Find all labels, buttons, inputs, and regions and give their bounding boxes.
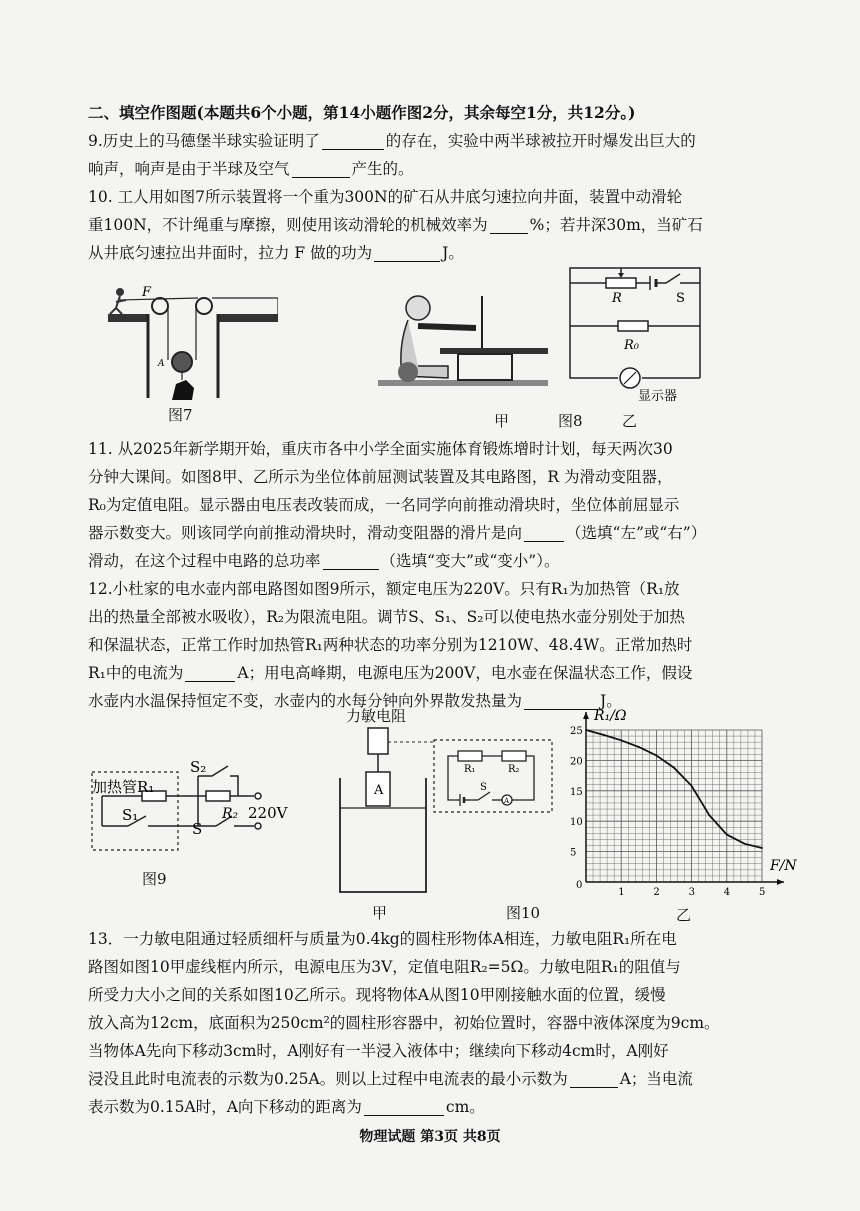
question-9-line-2: 响声，响声是由于半球及空气 产生的。 xyxy=(88,160,414,178)
figure-8-caption-left: 甲 xyxy=(494,412,510,430)
figure-7-pulley xyxy=(108,282,278,400)
switch-label: S xyxy=(676,291,685,306)
chart-y-axis-label: R₁/Ω xyxy=(594,708,627,724)
pulley-label: A xyxy=(158,359,165,369)
question-10-line-2: 重100N，不计绳重与摩擦，则使用该动滑轮的机械效率为 %；若井深30m，当矿石 xyxy=(88,216,703,234)
heater-label: 加热管R₁ xyxy=(92,778,155,796)
question-10-line-1: 10. 工人用如图7所示装置将一个重为300N的矿石从井底匀速拉向井面，装置中动滑轮 xyxy=(88,188,683,206)
sensor-label: 力敏电阻 xyxy=(346,707,407,725)
chart-x-tick-label: 4 xyxy=(723,887,731,898)
chart-data-point xyxy=(691,785,693,787)
chart-y-tick-label: 15 xyxy=(570,786,583,798)
switch-s2-label: S₂ xyxy=(190,758,207,776)
chart-x-tick-label: 2 xyxy=(653,887,660,898)
question-12-line-2: 出的热量全部被水吸收），R₂为限流电阻。调节S、S₁、S₂可以使电热水壶分别处于加热 xyxy=(88,608,685,626)
answer-blank[interactable] xyxy=(323,551,379,570)
figure-8-circuit xyxy=(566,258,706,408)
chart-y-tick-label: 20 xyxy=(570,756,583,768)
switch-s1-label: S₁ xyxy=(122,806,139,824)
question-11-line-4: 器示数变大。则该同学向前推动滑块时，滑动变阻器的滑片是向 （选填“左”或“右”） xyxy=(88,524,707,542)
chart-data-point xyxy=(726,834,728,836)
figure-10-resistance-force-chart xyxy=(556,700,806,900)
question-11-line-5: 滑动，在这个过程中电路的总功率 （选填“变大”或“变小”）。 xyxy=(88,552,560,570)
question-12-line-3: 和保温状态，正常工作时加热管R₁两种状态的功率分别为1210W、48.4W。正常加热时 xyxy=(88,636,693,654)
answer-blank[interactable] xyxy=(570,1069,618,1088)
figure-9-caption: 图9 xyxy=(142,870,167,888)
chart-origin-label: 0 xyxy=(576,880,583,891)
answer-blank[interactable] xyxy=(185,663,235,682)
chart-data-point xyxy=(656,755,658,757)
question-13-line-1: 13．一力敏电阻通过轻质细杆与质量为0.4kg的圆柱形物体A相连，力敏电阻R₁所在电 xyxy=(88,930,677,948)
resistor-r2-label: R₂ xyxy=(508,764,520,775)
answer-blank[interactable] xyxy=(292,159,350,178)
section-heading: 二、填空作图题(本题共6个小题，第14小题作图2分，其余每空1分，共12分。) xyxy=(88,103,636,122)
chart-data-point xyxy=(761,847,763,849)
rheostat-label: R xyxy=(612,291,622,306)
svg-text:A: A xyxy=(504,797,510,805)
question-13-line-5: 当物体A先向下移动3cm时，A刚好有一半浸入液体中；继续向下移动4cm时，A刚好 xyxy=(88,1042,669,1060)
question-9-line-1: 9.历史上的马德堡半球实验证明了 的存在，实验中两半球被拉开时爆发出巨大的 xyxy=(88,132,696,150)
chart-x-axis-label: F/N xyxy=(770,858,797,874)
figure-10-container xyxy=(330,726,560,896)
question-11-line-1: 11. 从2025年新学期开始，重庆市各中小学全面实施体育锻炼增时计划，每天两次30 xyxy=(88,440,673,458)
chart-x-tick-label: 1 xyxy=(618,887,625,898)
chart-y-tick-label: 25 xyxy=(570,726,583,737)
chart-series-line xyxy=(586,730,762,848)
page-footer: 物理试题 第3页 共8页 xyxy=(359,1129,501,1145)
answer-blank[interactable] xyxy=(322,131,384,150)
voltage-label: 220V xyxy=(248,804,288,822)
figure-8-caption: 图8 xyxy=(558,412,583,430)
resistor-r0-label: R₀ xyxy=(624,338,639,353)
answer-blank[interactable] xyxy=(524,523,564,542)
figure-7-caption: 图7 xyxy=(168,406,193,424)
switch-s-label: S xyxy=(192,820,203,838)
chart-data-point xyxy=(744,843,746,845)
answer-blank[interactable] xyxy=(374,243,440,262)
question-11-line-3: R₀为定值电阻。显示器由电压表改装而成，一名同学向前推动滑块时，坐位体前屈显示 xyxy=(88,496,680,514)
display-label: 显示器 xyxy=(638,389,678,404)
question-13-line-2: 路图如图10甲虚线框内所示，电源电压为3V，定值电阻R₂=5Ω。力敏电阻R₁的阻值与 xyxy=(88,958,681,976)
chart-data-point xyxy=(638,746,640,748)
figure-10-caption-left: 甲 xyxy=(372,904,388,922)
question-12-line-5: 水壶内水温保持恒定不变，水壶内的水每分钟向外界散发热量为 J。 xyxy=(88,692,622,710)
chart-data-point xyxy=(673,767,675,769)
question-10-line-3: 从井底匀速拉出井面时，拉力 F 做的功为 J。 xyxy=(88,244,464,262)
chart-data-point xyxy=(585,729,587,731)
question-13-line-6: 浸没且此时电流表的示数为0.25A。则以上过程中电流表的最小示数为 A；当电流 xyxy=(88,1070,693,1088)
chart-data-point xyxy=(603,734,605,736)
chart-data-point xyxy=(708,814,710,816)
answer-blank[interactable] xyxy=(490,215,528,234)
question-12-line-1: 12.小杜家的电水壶内部电路图如图9所示，额定电压为220V。只有R₁为加热管（R₁放 xyxy=(88,580,680,598)
switch-label: S xyxy=(480,782,487,793)
chart-y-tick-label: 5 xyxy=(570,847,577,859)
chart-x-tick-label: 5 xyxy=(759,887,766,898)
figure-10-caption: 图10 xyxy=(506,904,541,922)
question-11-line-2: 分钟大课间。如图8甲、乙所示为坐位体前屈测试装置及其电路图，R 为滑动变阻器， xyxy=(88,468,673,486)
figure-8-caption-right: 乙 xyxy=(622,412,638,430)
chart-y-tick-label: 10 xyxy=(570,817,583,829)
question-13-line-7: 表示数为0.15A时，A向下移动的距离为 cm。 xyxy=(88,1098,485,1116)
resistor-r2-label: R₂ xyxy=(222,806,239,822)
question-13-line-4: 放入高为12cm，底面积为250cm²的圆柱形容器中，初始位置时，容器中液体深度为9cm。 xyxy=(88,1014,720,1032)
figure-10-caption-right: 乙 xyxy=(676,906,692,924)
force-label: F xyxy=(142,285,152,300)
sensor-r1-label: R₁ xyxy=(464,764,476,775)
question-12-line-4: R₁中的电流为 A；用电高峰期，电源电压为200V，电水壶在保温状态工作，假设 xyxy=(88,664,693,682)
object-a-label: A xyxy=(374,783,384,798)
figure-8-sit-reach-device xyxy=(378,286,548,390)
question-13-line-3: 所受力大小之间的关系如图10乙所示。现将物体A从图10甲刚接触水面的位置，缓慢 xyxy=(88,986,666,1004)
answer-blank[interactable] xyxy=(364,1097,444,1116)
figure-9-circuit xyxy=(88,754,308,858)
chart-x-axis-arrow xyxy=(777,879,784,885)
chart-data-point xyxy=(620,739,622,741)
chart-y-axis-arrow xyxy=(583,712,589,719)
chart-x-tick-label: 3 xyxy=(688,887,695,898)
